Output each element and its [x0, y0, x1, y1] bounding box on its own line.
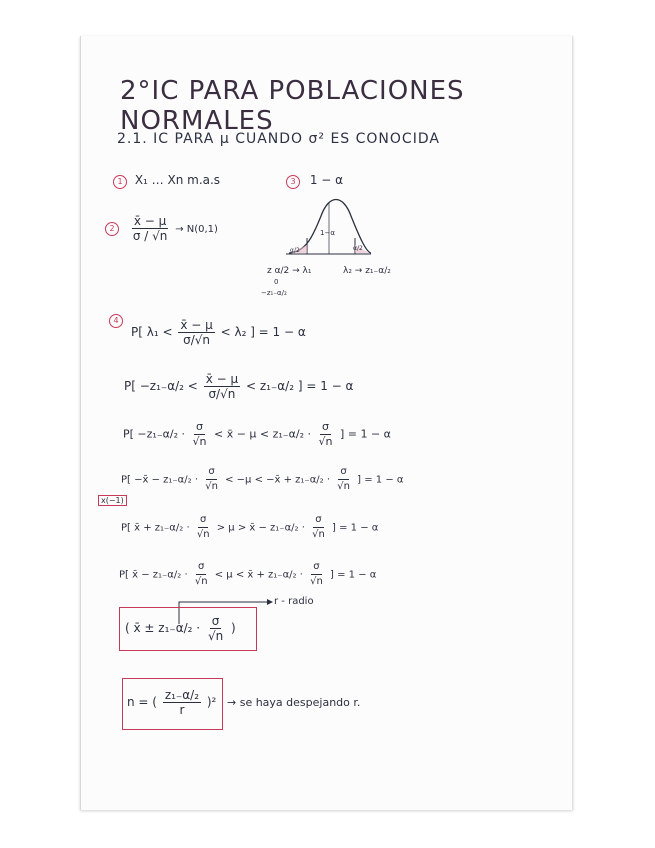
- ci-denominator: √n: [207, 629, 224, 643]
- eq1-numerator: x̄ − μ: [180, 318, 213, 332]
- n-formula: [127, 688, 216, 717]
- eq1-left: P[ λ₁ <: [131, 325, 173, 339]
- ci-right: ): [231, 621, 236, 635]
- eq6-left: P[ x̄ − z₁₋α/₂ ·: [119, 569, 188, 581]
- ci-left: ( x̄ ± z₁₋α/₂ ·: [125, 621, 201, 635]
- eq2-right: < z₁₋α/₂ ] = 1 − α: [245, 379, 354, 393]
- bell-lambda1: z α/2 → λ₁: [267, 266, 312, 276]
- bell-lambda2: λ₂ → z₁₋α/₂: [343, 266, 391, 276]
- step1-marker: 1: [113, 175, 127, 189]
- eq6-denominator-2: √n: [310, 576, 323, 587]
- ci-formula: [125, 614, 236, 643]
- eq2-left: P[ −z₁₋α/₂ <: [124, 379, 198, 393]
- bell-zero: 0: [274, 278, 279, 286]
- eq6-numerator-2: σ: [311, 560, 321, 575]
- eq4-right: ] = 1 − α: [357, 474, 404, 486]
- eq3-denominator-2: √n: [318, 435, 333, 448]
- eq5-numerator-2: σ: [313, 513, 323, 528]
- eq4-denominator-2: √n: [337, 481, 350, 492]
- eq5-denominator-2: √n: [312, 529, 325, 540]
- n-right: )²: [206, 695, 217, 709]
- eq3-right: ] = 1 − α: [339, 427, 391, 441]
- n-left: n = (: [127, 695, 157, 709]
- bell-right-tail: α/2: [353, 245, 363, 252]
- eq3-denominator-1: √n: [192, 435, 207, 448]
- bell-center-label: 1−α: [320, 229, 335, 237]
- step4-marker: 4: [109, 314, 123, 328]
- eq2-denominator: σ/√n: [208, 387, 236, 401]
- ci-numerator: σ: [211, 614, 220, 628]
- step2-distribution: → N(0,1): [175, 224, 218, 235]
- eq1-denominator: σ/√n: [183, 333, 210, 347]
- eq5-left: P[ x̄ + z₁₋α/₂ ·: [121, 522, 190, 534]
- n-fraction: [163, 688, 201, 717]
- eq6-middle: < μ < x̄ + z₁₋α/₂ ·: [214, 569, 303, 581]
- eq5-right: ] = 1 − α: [332, 522, 379, 534]
- step1-text: X₁ … Xn m.a.s: [134, 173, 221, 187]
- eq4-numerator-2: σ: [338, 465, 348, 480]
- n-note: → se haya despejando r.: [227, 696, 361, 709]
- eq2-numerator: x̄ − μ: [205, 372, 239, 386]
- ci-fraction: [206, 614, 225, 643]
- n-numerator: z₁₋α/₂: [164, 688, 200, 702]
- bell-neg: −z₁₋α/₂: [261, 289, 287, 297]
- eq3-numerator-1: σ: [196, 420, 203, 433]
- step2-denominator: σ / √n: [132, 229, 168, 243]
- radio-label: r - radio: [274, 596, 314, 607]
- eq1-right: < λ₂ ] = 1 − α: [220, 325, 306, 339]
- eq5-numerator-1: σ: [198, 513, 208, 528]
- eq4-denominator-1: √n: [205, 481, 218, 492]
- eq6-right: ] = 1 − α: [330, 569, 377, 581]
- eq6-numerator-1: σ: [196, 560, 206, 575]
- multiply-note: x(−1): [98, 495, 127, 506]
- eq3-numerator-2: σ: [321, 420, 329, 433]
- step2-numerator: x̄ − μ: [133, 214, 167, 228]
- eq3-left: P[ −z₁₋α/₂ ·: [123, 427, 185, 441]
- bell-left-tail: α/2: [290, 247, 300, 254]
- eq4-numerator-1: σ: [206, 465, 216, 480]
- eq6-denominator-1: √n: [194, 576, 208, 587]
- n-denominator: r: [179, 703, 185, 717]
- eq4-left: P[ −x̄ − z₁₋α/₂ ·: [121, 474, 199, 486]
- eq5-middle: > μ > x̄ − z₁₋α/₂ ·: [216, 522, 305, 534]
- eq3-middle: < x̄ − μ < z₁₋α/₂ ·: [213, 427, 311, 441]
- step2-marker: 2: [105, 222, 119, 236]
- notebook-page: [80, 36, 573, 810]
- eq5-denominator-1: √n: [196, 529, 210, 540]
- step3-text: 1 − α: [309, 173, 344, 187]
- page-title: 2°IC PARA POBLACIONES NORMALES: [120, 76, 465, 136]
- step3-marker: 3: [286, 175, 300, 189]
- eq4-middle: < −μ < −x̄ + z₁₋α/₂ ·: [225, 474, 331, 486]
- section-heading: 2.1. IC PARA μ CUANDO σ² ES CONOCIDA: [117, 131, 440, 147]
